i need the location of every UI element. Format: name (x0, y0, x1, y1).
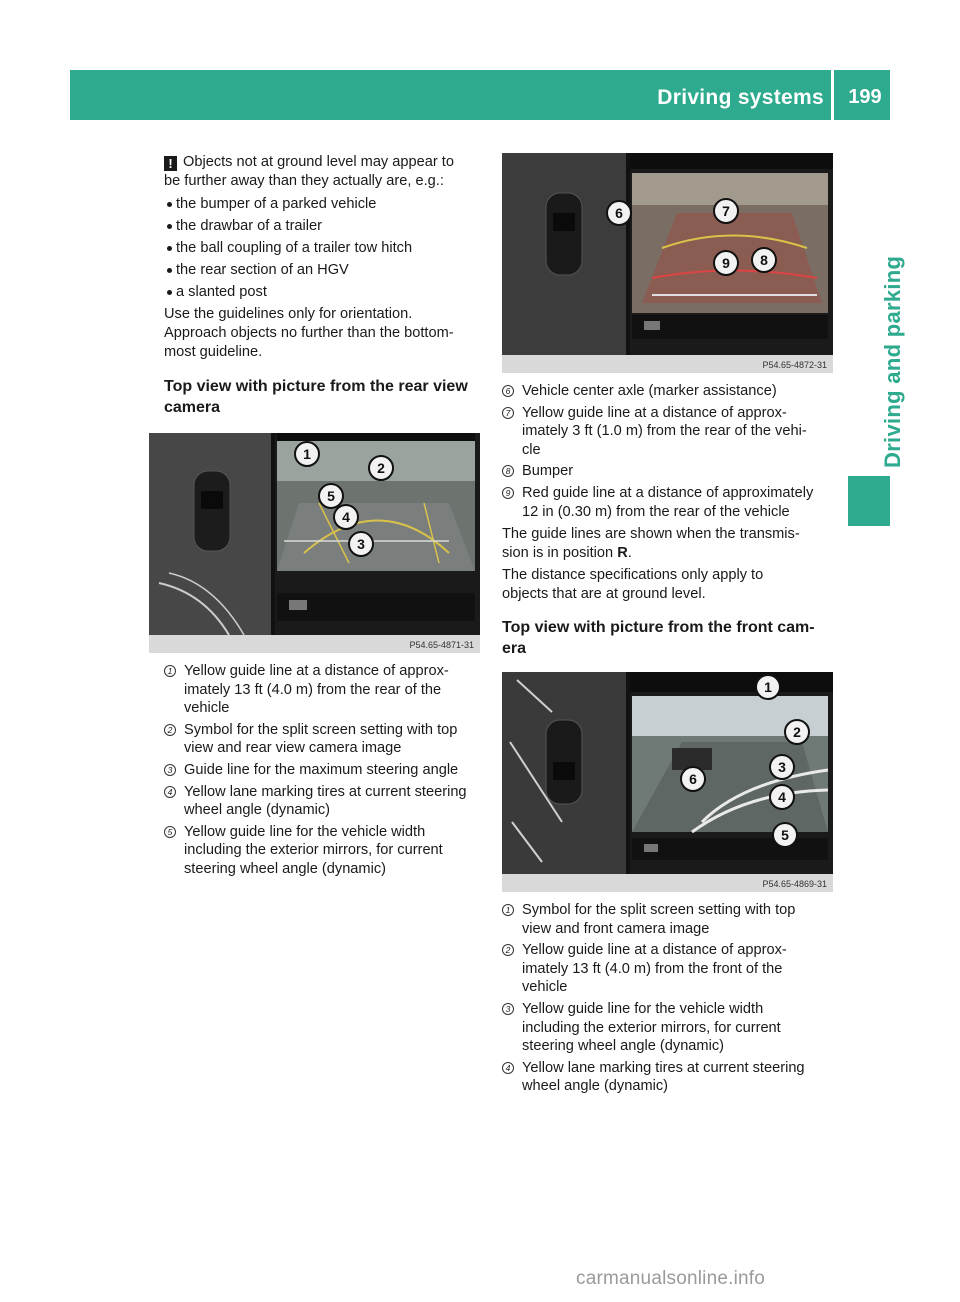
rear-camera-detail-image (502, 153, 833, 373)
callout-2: 2 (368, 455, 394, 481)
legend-rear-detail (502, 382, 836, 521)
page-title: Driving systems (657, 86, 824, 109)
number-badge: 6 (502, 385, 514, 397)
rear-camera-image (149, 433, 480, 653)
number-badge: 5 (164, 826, 176, 838)
legend-rear (164, 662, 482, 882)
callout-7: 7 (713, 198, 739, 224)
legend-item: 2 Yellow guide line at a distance of approx- imately 13 ft (4.0 m) from the front of the vehicle (502, 941, 836, 997)
legend-item: 2 Symbol for the split screen setting with top view and rear view camera image (164, 721, 482, 758)
number-badge: 8 (502, 465, 514, 477)
callout-3: 3 (769, 754, 795, 780)
number-badge: 4 (502, 1062, 514, 1074)
number-badge: 3 (502, 1003, 514, 1015)
legend-item: 9 Red guide line at a distance of approximately 12 in (0.30 m) from the rear of the vehicle (502, 484, 836, 521)
legend-item: 7 Yellow guide line at a distance of approx- imately 3 ft (1.0 m) from the rear of the vehi- cle (502, 404, 836, 460)
bullet-icon (167, 202, 172, 207)
section-heading-front: Top view with picture from the front cam- era (502, 619, 815, 658)
figure-code: P54.65-4871-31 (409, 640, 474, 650)
list-item: the rear section of an HGV (164, 261, 482, 280)
transmission-note: The guide lines are shown when the transmis- sion is in position R. (502, 526, 800, 562)
callout-5: 5 (318, 483, 344, 509)
right-column (502, 382, 836, 659)
bullet-icon (167, 268, 172, 273)
number-badge: 1 (164, 665, 176, 677)
warning-text-2: be further away than they actually are, e.g.: (164, 173, 444, 189)
callout-2: 2 (784, 719, 810, 745)
exclamation-icon: ! (164, 156, 177, 171)
figure-rear-camera-detail (502, 153, 833, 373)
list-item: the drawbar of a trailer (164, 217, 482, 236)
watermark: carmanualsonline.info (576, 1268, 766, 1289)
callout-9: 9 (713, 250, 739, 276)
callout-6: 6 (680, 766, 706, 792)
warning-text-1: Objects not at ground level may appear to (183, 154, 454, 170)
figure-code: P54.65-4869-31 (762, 879, 827, 889)
distance-note: The distance specifications only apply to objects that are at ground level. (502, 567, 764, 603)
legend-front (502, 901, 836, 1099)
warning-bullet-list (164, 195, 482, 302)
legend-item: 6 Vehicle center axle (marker assistance) (502, 382, 836, 401)
section-heading-rear: Top view with picture from the rear view camera (164, 378, 468, 416)
left-column (164, 153, 482, 418)
number-badge: 9 (502, 487, 514, 499)
figure-front-camera (502, 672, 833, 892)
callout-8: 8 (751, 247, 777, 273)
number-badge: 1 (502, 904, 514, 916)
callout-3: 3 (348, 531, 374, 557)
list-item: the bumper of a parked vehicle (164, 195, 482, 214)
number-badge: 3 (164, 764, 176, 776)
callout-1: 1 (755, 674, 781, 700)
legend-item: 3 Guide line for the maximum steering angle (164, 761, 482, 780)
legend-item: 5 Yellow guide line for the vehicle width including the exterior mirrors, for current steering wheel angle (dynamic) (164, 823, 482, 879)
side-tab-block (848, 476, 890, 526)
list-item: the ball coupling of a trailer tow hitch (164, 239, 482, 258)
side-tab-label: Driving and parking (880, 255, 905, 468)
front-camera-image (502, 672, 833, 892)
callout-1: 1 (294, 441, 320, 467)
bullet-icon (167, 290, 172, 295)
legend-item: 8 Bumper (502, 462, 836, 481)
bullet-icon (167, 224, 172, 229)
list-item: a slanted post (164, 283, 482, 302)
legend-item: 3 Yellow guide line for the vehicle width including the exterior mirrors, for current steering wheel angle (dynamic) (502, 1000, 836, 1056)
header-divider (831, 70, 834, 120)
number-badge: 7 (502, 407, 514, 419)
figure-rear-camera (149, 433, 480, 653)
callout-5: 5 (772, 822, 798, 848)
legend-item: 4 Yellow lane marking tires at current steering wheel angle (dynamic) (164, 783, 482, 820)
callout-6: 6 (606, 200, 632, 226)
bullet-icon (167, 246, 172, 251)
callout-4: 4 (333, 504, 359, 530)
number-badge: 4 (164, 786, 176, 798)
legend-item: 1 Symbol for the split screen setting with top view and front camera image (502, 901, 836, 938)
guideline-note: Use the guidelines only for orientation. Approach objects no further than the bottom- most guideline. (164, 306, 454, 360)
warning-note (164, 153, 482, 191)
legend-item: 4 Yellow lane marking tires at current steering wheel angle (dynamic) (502, 1059, 836, 1096)
number-badge: 2 (164, 724, 176, 736)
page-number: 199 (848, 86, 882, 108)
callout-4: 4 (769, 784, 795, 810)
legend-item: 1 Yellow guide line at a distance of approx- imately 13 ft (4.0 m) from the rear of the vehicle (164, 662, 482, 718)
figure-code: P54.65-4872-31 (762, 360, 827, 370)
number-badge: 2 (502, 944, 514, 956)
